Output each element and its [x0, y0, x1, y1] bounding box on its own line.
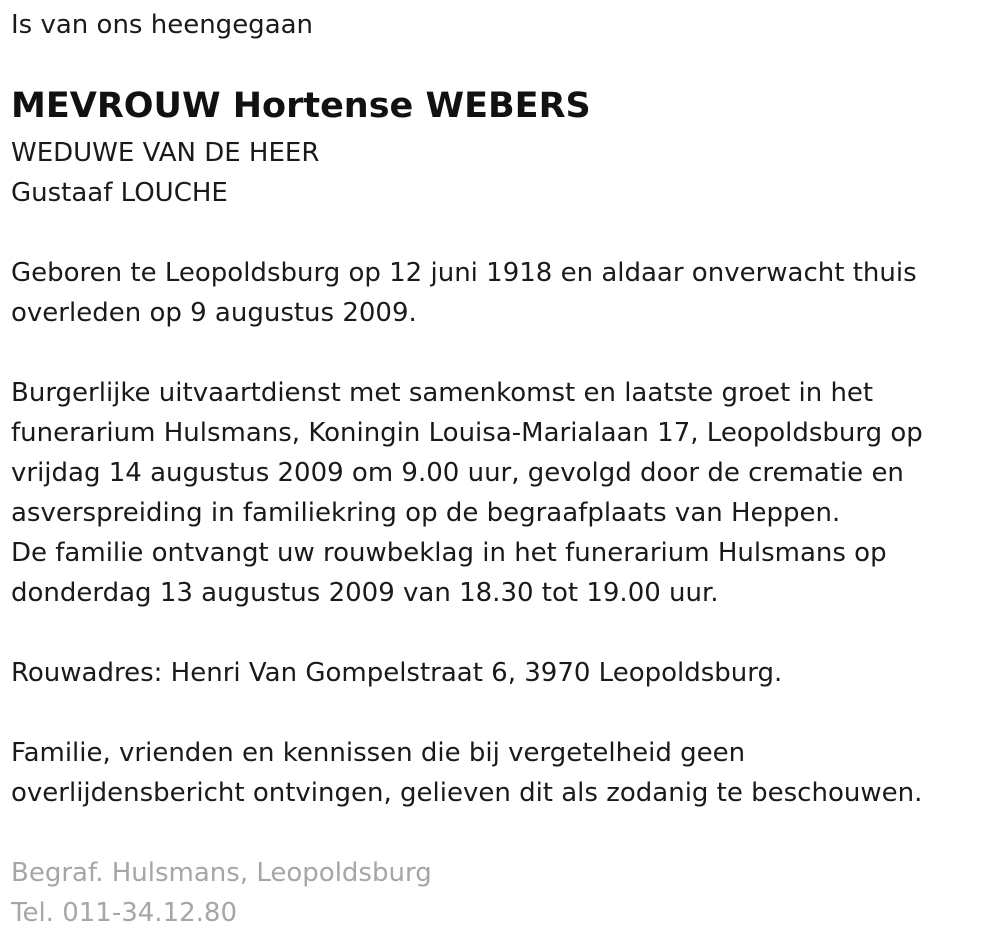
funeral-home-phone: Tel. 011-34.12.80: [11, 898, 238, 928]
funeral-home-footer: [11, 853, 432, 933]
intro-text: Is van ons heengegaan: [11, 10, 314, 40]
birth-death-paragraph: [11, 253, 917, 333]
paragraph-line: De familie ontvangt uw rouwbeklag in het funerarium Hulsmans op: [11, 538, 887, 568]
paragraph-line: Geboren te Leopoldsburg op 12 juni 1918 en aldaar onverwacht thuis: [11, 258, 917, 288]
paragraph-line: overlijdensbericht ontvingen, gelieven dit als zodanig te beschouwen.: [11, 778, 923, 808]
service-paragraph: [11, 373, 923, 613]
family-note-paragraph: [11, 733, 922, 813]
paragraph-line: Burgerlijke uitvaartdienst met samenkomst en laatste groet in het: [11, 378, 874, 408]
widow-of-block: [11, 133, 319, 213]
paragraph-line: funerarium Hulsmans, Koningin Louisa-Marialaan 17, Leopoldsburg op: [11, 418, 923, 448]
paragraph-line: overleden op 9 augustus 2009.: [11, 298, 417, 328]
spouse-name: Gustaaf LOUCHE: [11, 178, 228, 208]
paragraph-line: asverspreiding in familiekring op de begraafplaats van Heppen.: [11, 498, 841, 528]
paragraph-line: donderdag 13 augustus 2009 van 18.30 tot 19.00 uur.: [11, 578, 719, 608]
funeral-home-name: Begraf. Hulsmans, Leopoldsburg: [11, 858, 432, 888]
paragraph-line: vrijdag 14 augustus 2009 om 9.00 uur, gevolgd door de crematie en: [11, 458, 904, 488]
mourning-address: Rouwadres: Henri Van Gompelstraat 6, 3970 Leopoldsburg.: [11, 658, 783, 688]
mourning-address-block: [11, 653, 782, 693]
deceased-name: MEVROUW Hortense WEBERS: [11, 86, 591, 126]
widow-of-line: WEDUWE VAN DE HEER: [11, 138, 320, 168]
paragraph-line: Familie, vrienden en kennissen die bij vergetelheid geen: [11, 738, 746, 768]
